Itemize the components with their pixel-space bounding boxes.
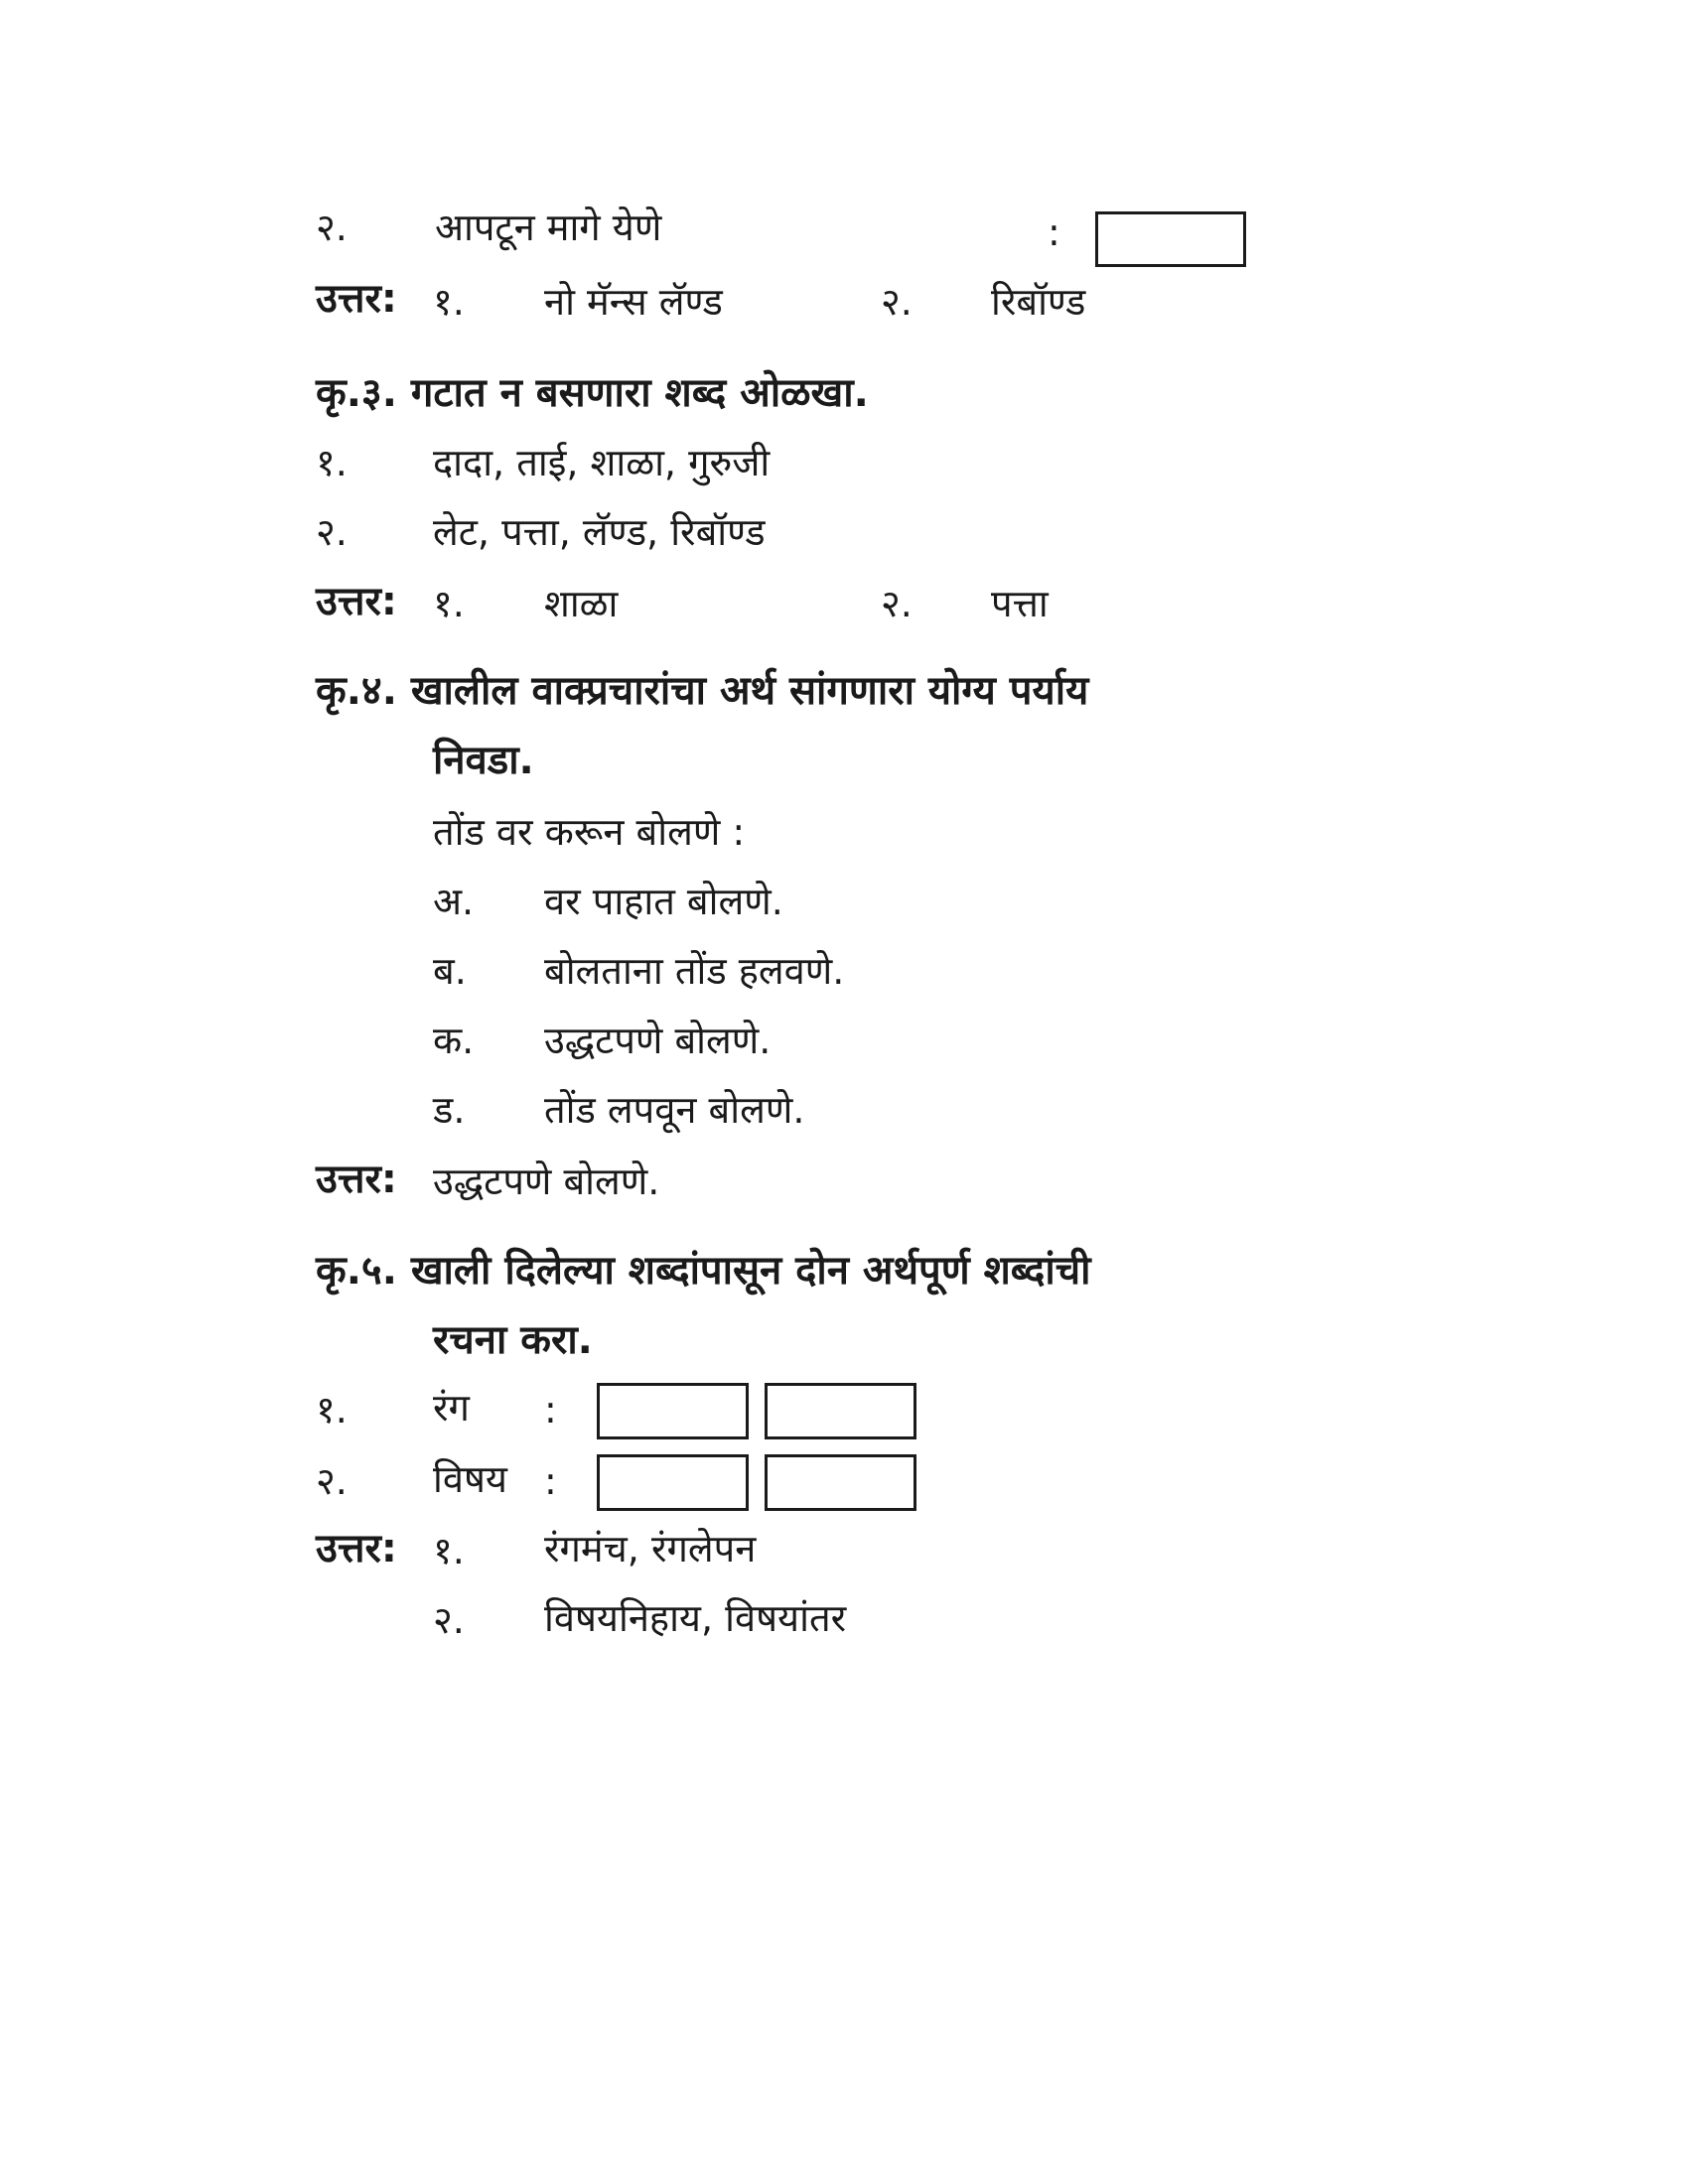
- q4-option-c-text: उद्धटपणे बोलणे.: [544, 1019, 772, 1062]
- q4-option-b-text: बोलताना तोंड हलवणे.: [544, 949, 845, 993]
- q4-option-c-letter: क.: [433, 1019, 475, 1062]
- q4-heading-line2: निवडा.: [433, 738, 534, 783]
- q3-heading: कृ.३. गटात न बसणारा शब्द ओळखा.: [316, 370, 869, 416]
- q4-option-b-letter: ब.: [433, 949, 467, 993]
- q5-item2-word: विषय: [433, 1457, 507, 1501]
- q3-answer1-number: १.: [433, 582, 465, 625]
- q5-heading-line2: रचना करा.: [433, 1317, 593, 1363]
- q4-option-a-text: वर पाहात बोलणे.: [544, 880, 783, 923]
- q2-answer1-number: १.: [433, 280, 465, 324]
- q2-answer2-text: रिबॉण्ड: [991, 280, 1086, 324]
- q4-phrase: तोंड वर करून बोलणे :: [433, 810, 746, 854]
- q2-answer-label: उत्तर:: [316, 276, 397, 322]
- q5-item1-word: रंग: [433, 1386, 470, 1430]
- q2-answer-box[interactable]: [1095, 211, 1246, 267]
- q3-item2-number: २.: [316, 510, 348, 554]
- q5-item2-answer-box-2[interactable]: [765, 1454, 916, 1511]
- q4-option-d-text: तोंड लपवून बोलणे.: [544, 1088, 805, 1132]
- q5-item1-colon: :: [544, 1388, 557, 1432]
- q3-answer-label: उत्तर:: [316, 579, 397, 624]
- q5-item1-number: १.: [316, 1388, 348, 1432]
- q2-item2-text: आपटून मागे येणे: [435, 205, 662, 249]
- q4-heading-line1: कृ.४. खालील वाक्प्रचारांचा अर्थ सांगणारा योग्य पर्याय: [316, 668, 1089, 714]
- q5-item1-answer-box-1[interactable]: [597, 1383, 749, 1439]
- q3-answer2-text: पत्ता: [991, 582, 1049, 625]
- q4-option-d-letter: ड.: [433, 1088, 466, 1132]
- q5-answer1-number: १.: [433, 1529, 465, 1572]
- q5-answer1-text: रंगमंच, रंगलेपन: [544, 1527, 757, 1570]
- q2-item2-colon: :: [1048, 210, 1060, 254]
- q4-answer-label: उत्तर:: [316, 1157, 397, 1202]
- q3-item2-text: लेट, पत्ता, लॅण्ड, रिबॉण्ड: [433, 510, 766, 554]
- q3-item1-text: दादा, ताई, शाळा, गुरुजी: [433, 441, 771, 484]
- q2-item2-number: २.: [316, 205, 348, 249]
- q5-item2-number: २.: [316, 1459, 348, 1503]
- q5-item2-answer-box-1[interactable]: [597, 1454, 749, 1511]
- q3-answer2-number: २.: [881, 582, 913, 625]
- q3-answer1-text: शाळा: [544, 582, 619, 625]
- q5-heading-line1: कृ.५. खाली दिलेल्या शब्दांपासून दोन अर्थपूर्ण शब्दांची: [316, 1248, 1091, 1294]
- q4-answer-text: उद्धटपणे बोलणे.: [433, 1160, 660, 1203]
- q5-item2-colon: :: [544, 1459, 557, 1503]
- q5-answer-label: उत्तर:: [316, 1526, 397, 1571]
- q5-item1-answer-box-2[interactable]: [765, 1383, 916, 1439]
- q5-answer2-number: २.: [433, 1598, 465, 1642]
- q2-answer2-number: २.: [881, 280, 913, 324]
- q5-answer2-text: विषयनिहाय, विषयांतर: [544, 1596, 847, 1640]
- q2-answer1-text: नो मॅन्स लॅण्ड: [544, 280, 723, 324]
- q4-option-a-letter: अ.: [433, 880, 475, 923]
- q3-item1-number: १.: [316, 441, 348, 484]
